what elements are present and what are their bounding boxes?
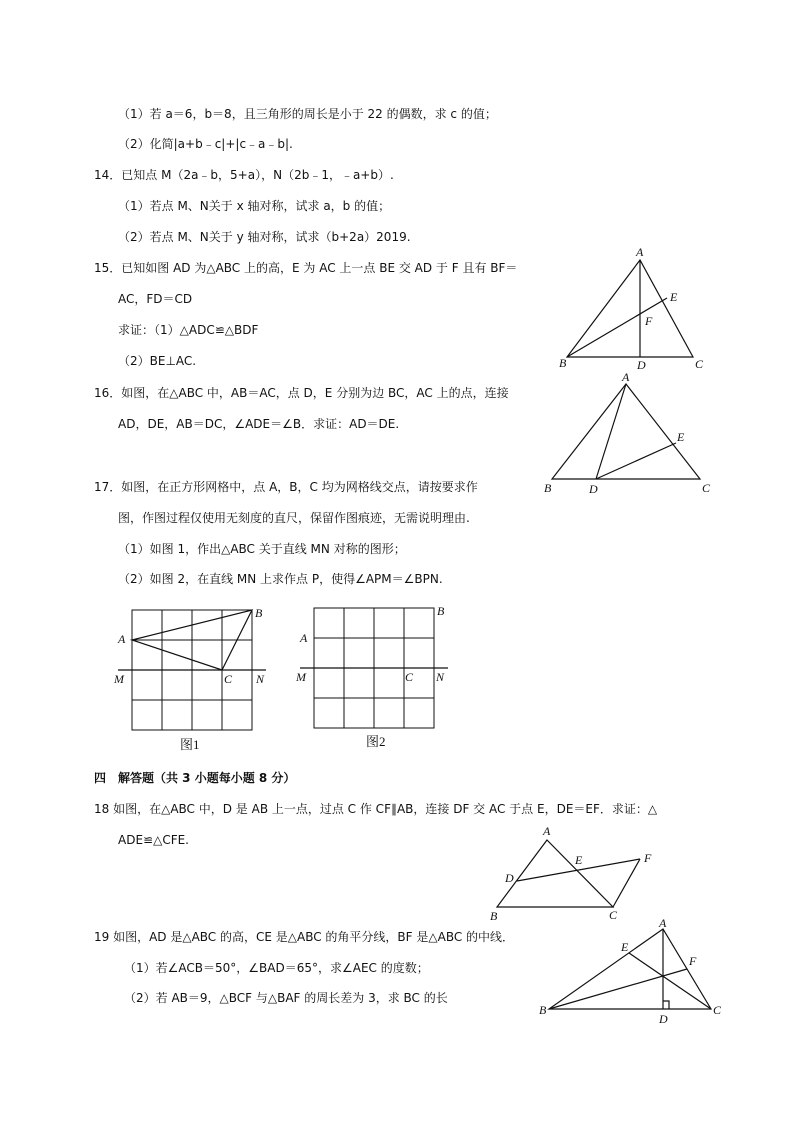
q17-part1: （1）如图 1，作出△ABC 关于直线 MN 对称的图形； <box>118 542 406 556</box>
q14-part2: （2）若点 M、N关于 y 轴对称，试求（b+2a）2019. <box>118 230 411 244</box>
q16-label-c: C <box>702 481 711 495</box>
q15-triangle-abc <box>567 260 693 357</box>
q16-stem-line2: AD，DE，AB＝DC，∠ADE＝∠B．求证：AD＝DE. <box>118 417 400 431</box>
q19-label-d: D <box>659 1012 668 1026</box>
q17-fig1-label-m: M <box>114 672 124 686</box>
q18-figure <box>485 820 665 925</box>
q19-median-bf <box>549 969 687 1009</box>
q17-stem-line1: 17．如图，在正方形网格中，点 A，B，C 均为网格线交点，请按要求作 <box>94 480 478 494</box>
q16-segment-de <box>596 443 676 479</box>
q17-part2: （2）如图 2，在直线 MN 上求作点 P，使得∠APM＝∠BPN. <box>118 572 443 586</box>
q18-stem-line1: 18 如图，在△ABC 中，D 是 AB 上一点，过点 C 作 CF∥AB，连接 DF 交 AC 于点 E，DE＝EF．求证：△ <box>94 802 658 816</box>
q17-fig2-label-n: N <box>436 670 445 684</box>
q16-figure <box>540 368 720 498</box>
q19-label-a: A <box>659 916 667 930</box>
q19-right-angle-mark <box>663 1001 669 1009</box>
q17-fig1-label-c: C <box>224 672 233 686</box>
q13-part1: （1）若 a＝6，b＝8，且三角形的周长是小于 22 的偶数，求 c 的值； <box>118 107 497 121</box>
q18-triangle-abc <box>497 840 613 907</box>
q18-label-d: D <box>505 871 514 885</box>
q17-figure-2 <box>294 598 454 750</box>
q16-segment-ad <box>596 384 626 479</box>
q15-label-b: B <box>559 356 567 370</box>
q14-stem: 14．已知点 M（2a﹣b，5+a），N（2b﹣1，﹣a+b）. <box>94 168 394 182</box>
q18-label-b: B <box>490 909 498 923</box>
q17-fig1-label-n: N <box>256 672 265 686</box>
q15-figure <box>555 245 715 375</box>
q15-label-c: C <box>695 357 704 371</box>
q15-part2: （2）BE⊥AC. <box>118 354 197 368</box>
q15-label-f: F <box>645 314 653 328</box>
q17-fig2-label-b: B <box>437 604 445 618</box>
q15-stem-line1: 15．已知如图 AD 为△ABC 上的高，E 为 AC 上一点 BE 交 AD 于 F 且有 BF＝ <box>94 261 518 275</box>
q19-bisector-ce <box>629 953 711 1009</box>
q18-label-e: E <box>575 853 583 867</box>
q15-label-a: A <box>636 245 644 259</box>
q19-label-e: E <box>621 940 629 954</box>
q19-label-f: F <box>689 954 697 968</box>
q17-stem-line2: 图，作图过程仅使用无刻度的直尺，保留作图痕迹，无需说明理由. <box>118 511 470 525</box>
q16-label-e: E <box>677 430 685 444</box>
q18-segment-cf <box>613 859 640 907</box>
section-4-title: 四 解答题（共 3 小题每小题 8 分） <box>94 771 296 785</box>
q13-part2: （2）化简|a+b﹣c|+|c﹣a﹣b|. <box>118 137 293 151</box>
q15-prove: 求证：（1）△ADC≌△BDF <box>118 323 259 337</box>
q19-stem: 19 如图，AD 是△ABC 的高，CE 是△ABC 的角平分线，BF 是△ABC 的中线． <box>94 930 515 944</box>
q17-fig2-label-m: M <box>296 670 306 684</box>
q16-label-b: B <box>544 481 552 495</box>
q19-part1: （1）若∠ACB＝50°，∠BAD＝65°，求∠AEC 的度数； <box>124 961 429 975</box>
q14-part1: （1）若点 M、N关于 x 轴对称，试求 a，b 的值； <box>118 199 391 213</box>
q16-label-a: A <box>622 370 630 384</box>
q16-stem-line1: 16．如图，在△ABC 中，AB＝AC，点 D，E 分别为边 BC，AC 上的点，连接 <box>94 386 509 400</box>
q16-label-d: D <box>589 482 598 496</box>
q17-fig1-label-a: A <box>118 632 126 646</box>
q15-label-d: D <box>637 358 646 372</box>
q18-label-a: A <box>543 824 551 838</box>
q17-fig2-caption: 图2 <box>366 734 386 749</box>
q18-label-c: C <box>609 908 618 922</box>
q17-fig1-caption: 图1 <box>180 737 200 752</box>
q19-figure <box>535 915 725 1030</box>
q19-label-c: C <box>713 1003 722 1017</box>
q19-part2: （2）若 AB＝9，△BCF 与△BAF 的周长差为 3，求 BC 的长 <box>124 991 448 1005</box>
q17-fig1-label-b: B <box>255 606 263 620</box>
q18-label-f: F <box>644 851 652 865</box>
q19-label-b: B <box>539 1003 547 1017</box>
q17-fig2-label-a: A <box>300 631 308 645</box>
q17-figure-1 <box>112 600 272 752</box>
q17-fig2-label-c: C <box>405 670 414 684</box>
q15-label-e: E <box>670 290 678 304</box>
q15-stem-line2: AC，FD＝CD <box>118 292 193 306</box>
q18-stem-line2: ADE≌△CFE. <box>118 833 189 847</box>
